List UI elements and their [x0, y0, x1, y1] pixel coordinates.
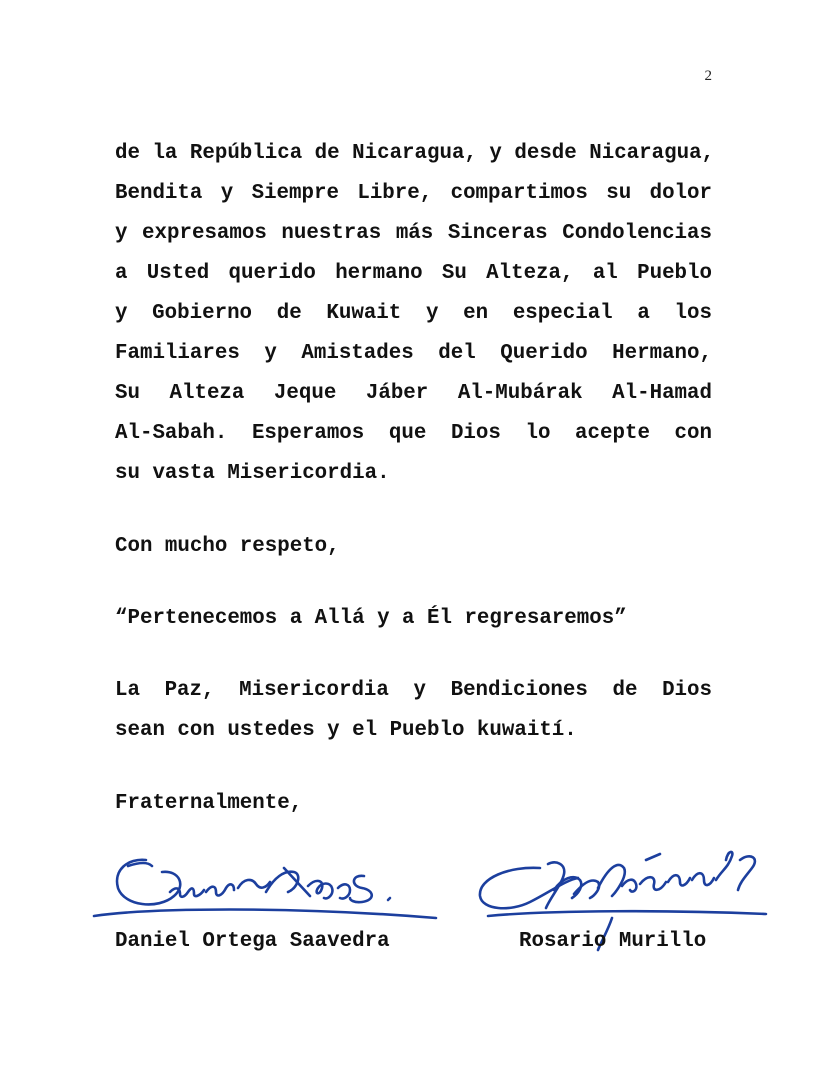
sign-off-text: Fraternalmente, [115, 792, 303, 815]
quote-text: “Pertenecemos a Allá y a Él regresaremos” [115, 607, 627, 630]
signature-daniel-ortega [88, 848, 448, 928]
blessing-line: sean con ustedes y el Pueblo kuwaití. [115, 719, 577, 742]
paragraph-line: su vasta Misericordia. [115, 462, 390, 485]
blessing-paragraph [115, 671, 712, 751]
paragraph-line: Bendita y Siempre Libre, compartimos su dolor [115, 182, 712, 205]
quote-line [115, 599, 712, 639]
paragraph-line: Al-Sabah. Esperamos que Dios lo acepte con [115, 422, 712, 445]
page-number: 2 [704, 68, 712, 84]
sign-off-line [115, 784, 712, 824]
paragraph-line: Su Alteza Jeque Jáber Al-Mubárak Al-Hamad [115, 382, 712, 405]
paragraph-line: Familiares y Amistades del Querido Hermano, [115, 342, 712, 365]
paragraph-line: y expresamos nuestras más Sinceras Condolencias [115, 222, 712, 245]
signer-name-right: Rosario Murillo [519, 930, 707, 953]
salutation-line [115, 527, 712, 567]
blessing-line: La Paz, Misericordia y Bendiciones de Dios [115, 679, 712, 702]
condolence-paragraph [115, 134, 715, 494]
paragraph-line: a Usted querido hermano Su Alteza, al Pueblo [115, 262, 712, 285]
signer-name-left: Daniel Ortega Saavedra [115, 930, 390, 953]
salutation-text: Con mucho respeto, [115, 535, 340, 558]
paragraph-line: y Gobierno de Kuwait y en especial a los [115, 302, 712, 325]
paragraph-line: de la República de Nicaragua, y desde Nicaragua, [115, 142, 715, 165]
